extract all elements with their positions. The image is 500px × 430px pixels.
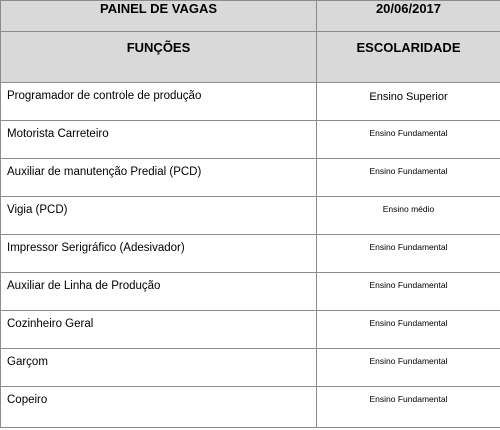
table-row [1,159,500,197]
table-row [1,387,500,428]
table-row [1,121,500,159]
funcao-text: Auxiliar de Linha de Produção [7,280,161,292]
escolaridade-text: Ensino Fundamental [369,356,448,366]
table-row [1,235,500,273]
funcao-text: Motorista Carreteiro [7,128,109,140]
table-row [1,311,500,349]
escolaridade-text: Ensino Fundamental [369,318,448,328]
funcao-cell [1,311,317,349]
funcao-cell [1,197,317,235]
funcao-cell [1,387,317,428]
funcao-cell [1,159,317,197]
escolaridade-text: Ensino Fundamental [369,166,448,176]
column-header-escolaridade [317,32,500,83]
table-date [317,1,500,32]
escolaridade-text: Ensino Fundamental [369,242,448,252]
column-header-row [1,32,500,83]
table-row [1,197,500,235]
funcao-cell [1,273,317,311]
column-header-funcoes [1,32,317,83]
escolaridade-text: Ensino Fundamental [369,394,448,404]
escolaridade-cell [317,83,500,121]
escolaridade-cell [317,159,500,197]
funcao-text: Impressor Serigráfico (Adesivador) [7,242,185,254]
funcao-cell [1,235,317,273]
escolaridade-text: Ensino Fundamental [369,280,448,290]
table-title-text: PAINEL DE VAGAS [99,1,218,16]
escolaridade-cell [317,121,500,159]
column-header-funcoes-text: FUNÇÕES [126,40,191,55]
escolaridade-text: Ensino Fundamental [369,128,448,138]
funcao-text: Programador de controle de produção [7,90,202,102]
funcao-cell [1,349,317,387]
table-date-text: 20/06/2017 [375,1,442,16]
escolaridade-cell [317,311,500,349]
funcao-cell [1,83,317,121]
escolaridade-cell [317,235,500,273]
escolaridade-text: Ensino Superior [369,91,448,103]
funcao-text: Cozinheiro Geral [7,318,94,330]
funcao-text: Copeiro [7,394,48,406]
table-row [1,349,500,387]
escolaridade-cell [317,349,500,387]
funcao-text: Garçom [7,356,48,368]
escolaridade-text: Ensino médio [382,204,435,214]
funcao-text: Vigia (PCD) [7,204,68,216]
table-title-row [1,1,500,32]
funcao-cell [1,121,317,159]
column-header-escolaridade-text: ESCOLARIDADE [356,40,461,55]
funcao-text: Auxiliar de manutenção Predial (PCD) [7,166,202,178]
escolaridade-cell [317,387,500,428]
table-title [1,1,317,32]
table-row [1,273,500,311]
escolaridade-cell [317,273,500,311]
table-row [1,83,500,121]
escolaridade-cell [317,197,500,235]
